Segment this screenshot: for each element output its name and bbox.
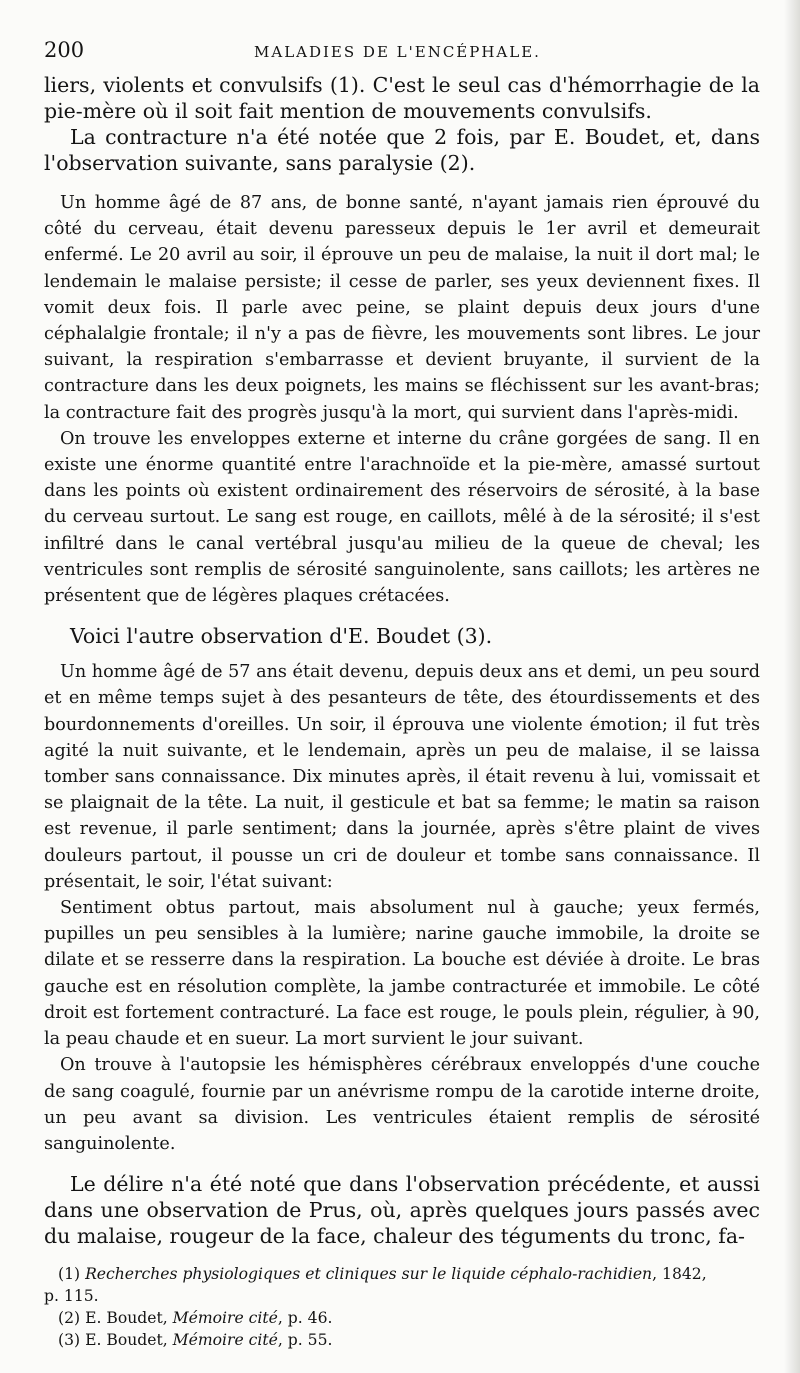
paragraph-delire: Le délire n'a été noté que dans l'observation précédente, et aussi dans une observation de Prus, où, après quelques jours passés avec du malaise, rougeur de la face, chaleur des téguments du tronc, fa- [44, 1172, 760, 1249]
footnote-3-title: Mémoire cité [172, 1331, 278, 1350]
footnote-2-page: , p. 46. [277, 1309, 333, 1328]
page-edge-shadow [784, 0, 800, 1373]
footnote-1-title: Recherches physiologiques et cliniques sur le liquide céphalo-rachidien [85, 1265, 653, 1284]
page-number: 200 [44, 38, 85, 62]
footnote-2-title: Mémoire cité [172, 1309, 278, 1328]
footnote-3-mark: (3) [58, 1331, 81, 1350]
observation-2-autopsy: On trouve à l'autopsie les hémisphères cérébraux enveloppés d'une couche de sang coagulé, fournie par un anévrisme rompu de la carotide interne droite, un peu avant sa division. Les ventricules étaient remplis de sérosité sanguinolente. [44, 1055, 760, 1154]
observation-1-autopsy: On trouve les enveloppes externe et interne du crâne gorgées de sang. Il en existe une énorme quantité entre l'arachnoïde et la pie-mère, amassé surtout dans les points où existent ordinairement des réservoirs de sérosité, à la base du cerveau surtout. Le sang est rouge, en caillots, mêlé à de la sérosité; il s'est infiltré dans le canal vertébral jusqu'au milieu de la queue de cheval; les ventricules sont remplis de sérosité sanguinolente, sans caillots; les artères ne présentent que de légères plaques crétacées. [44, 428, 760, 607]
footnote-2 [58, 1307, 760, 1329]
paragraph-other-observation: Voici l'autre observation d'E. Boudet (3). [70, 624, 493, 649]
footnote-1 [58, 1263, 760, 1285]
footnotes [44, 1263, 760, 1351]
footnote-1-mark: (1) [58, 1265, 81, 1284]
paragraph-continuation: liers, violents et convulsifs (1). C'est le seul cas d'hémorrhagie de la pie-mère où il soit fait mention de mouvements convulsifs. [44, 73, 760, 123]
footnote-3-page: , p. 55. [277, 1331, 333, 1350]
footnote-2-mark: (2) [58, 1309, 81, 1328]
footnote-2-author: E. Boudet, [85, 1309, 168, 1328]
observation-1-clinical: Un homme âgé de 87 ans, de bonne santé, n'ayant jamais rien éprouvé du côté du cerveau, était devenu paresseux depuis le 1er avril et demeurait enfermé. Le 20 avril au soir, il éprouve un peu de malaise, la nuit il dort mal; le lendemain le malaise persiste; il cesse de parler, ses yeux deviennent fixes. Il vomit deux fois. Il parle avec peine, se plaint depuis deux jours d'une céphalalgie frontale; il n'y a pas de fièvre, les mouvements sont libres. Le jour suivant, la respiration s'embarrasse et devient bruyante, il survient de la contracture dans les deux poignets, les mains se fléchissent sur les avant-bras; la contracture fait des progrès jusqu'à la mort, qui survient dans l'après-midi. [44, 193, 760, 423]
footnote-1-page: p. 115. [44, 1287, 99, 1306]
footnote-3-author: E. Boudet, [85, 1331, 168, 1350]
footnote-3 [58, 1329, 760, 1351]
observation-2-history: Un homme âgé de 57 ans était devenu, depuis deux ans et demi, un peu sourd et en même temps sujet à des pesanteurs de tête, des étourdissements et des bourdonnements d'oreilles. Un soir, il éprouva une violente émotion; il fut très agité la nuit suivante, et le lendemain, après un peu de malaise, il se laissa tomber sans connaissance. Dix minutes après, il était revenu à lui, vomissait et se plaignait de la tête. La nuit, il gesticule et bat sa femme; le matin sa raison est revenue, il parle sentiment; dans la journée, après s'être plaint de vives douleurs partout, il pousse un cri de douleur et tombe sans connaissance. Il présentait, le soir, l'état suivant: [44, 662, 760, 892]
paragraph-contracture: La contracture n'a été notée que 2 fois, par E. Boudet, et, dans l'observation suivante, sans paralysie (2). [44, 125, 760, 175]
page-header [44, 38, 760, 72]
footnote-1-year: , 1842, [652, 1265, 707, 1284]
observation-2-state: Sentiment obtus partout, mais absolument nul à gauche; yeux fermés, pupilles un peu sensibles à la lumière; narine gauche immobile, la droite se dilate et se resserre dans la respiration. La bouche est déviée à droite. Le bras gauche est en résolution complète, la jambe contracturée et immobile. Le côté droit est fortement contracturé. La face est rouge, le pouls plein, régulier, à 90, la peau chaude et en sueur. La mort survient le jour suivant. [44, 898, 760, 1050]
running-title: MALADIES DE L'ENCÉPHALE. [254, 43, 541, 61]
